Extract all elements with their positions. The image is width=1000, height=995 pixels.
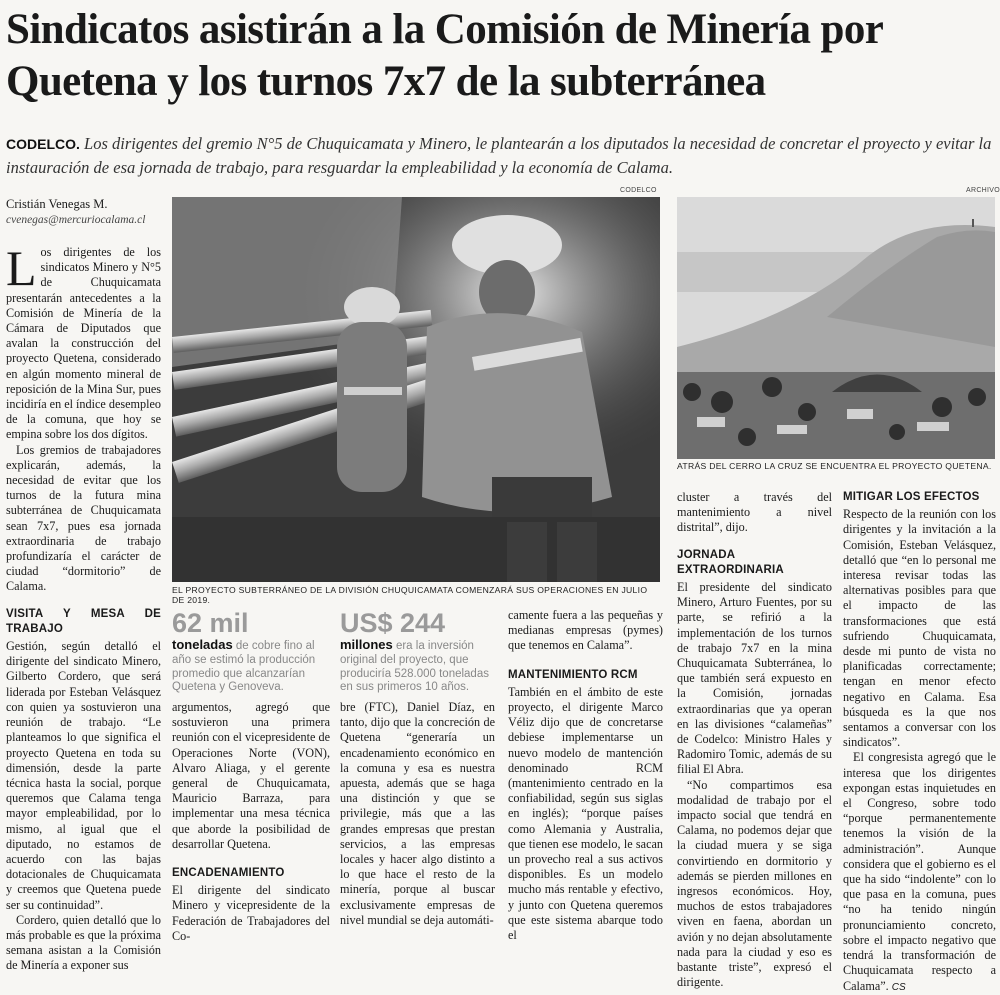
column-1-para-4: Cordero, quien detalló que lo más probable es que la próxima semana asistan a la Comisión de Minería a exponer sus <box>6 912 161 973</box>
subhead-mantenimiento: MANTENIMIENTO RCM <box>508 668 638 681</box>
stat-2-number: US$ 244 <box>340 608 446 638</box>
subhead-encadenamiento: ENCADENAMIENTO <box>172 867 285 880</box>
column-1-para-1: Los dirigentes de los sindicatos Minero y N°5 de Chuquicamata presentarán antecedentes a la Comisión de Minería de la Cámara de Diputados que avalan la construcción del proyecto Quetena, considerado en algún momento mineral de reposición de la Mina Sur, pues incidiría en el índice desempleo de la comuna, que hoy se empina sobre los dos dígitos. <box>6 240 161 442</box>
lead-paragraph <box>6 132 996 180</box>
stat-box-2 <box>340 608 495 695</box>
stat-1-number: 62 mil <box>172 608 249 638</box>
miners-photo <box>172 197 660 582</box>
column-4-para-1: camente fuera a las pequeñas y medianas empresas (pymes) que tenemos en Calama”. <box>508 608 663 653</box>
stat-2-text: millones era la inversión original del proyecto, que produciría 528.000 toneladas en sus primeros 10 años. <box>340 637 489 694</box>
byline <box>6 197 166 226</box>
subhead-mitigar: MITIGAR LOS EFECTOS <box>843 491 980 503</box>
column-6-para-2: El congresista agregó que le interesa que los dirigentes expongan estas inquietudes en el Congreso, sobre todo “porque permanentemente tenemos la visión de la administración”. Aunque considera que el gobierno es el que ha sido “indolente” con lo que pasa en la comuna, pues “no ha tenido ningún pronunciamiento concreto, sobre el impacto negativo que tendrá la transformación de Chuquicamata respecto a Calama”. CS <box>843 750 996 993</box>
drop-cap: L <box>6 240 37 296</box>
column-5 <box>677 490 832 990</box>
column-6-para-1: Respecto de la reunión con los dirigentes y la invitación a la Comisión, Esteban Velásquez, detalló que “en lo personal me interesa revisar todas las alternativas posibles para que el impacto de las transformaciones que está sufriendo Chuquicamata, desde mi punto de vista no planificadas correctamente; tengan en menor efecto negativo en Calama. Esa búsqueda es la que nos sentamos a conversar con los sindicatos”. <box>843 507 996 750</box>
end-mark: CS <box>891 981 906 993</box>
byline-author: Cristián Venegas M. <box>6 197 108 211</box>
hill-illustration <box>677 197 995 459</box>
column-3-para-1: bre (FTC), Daniel Díaz, en tanto, dijo que la concreción de Quetena “generaría un encadenamiento económico en la comuna y esa es nuestra apuesta, además que se haga una distinción y que se privilegie, más que a las grandes empresas que prestan servicios, a las empresas locales y hacer algo distinto a lo que hace el resto de la minería, porque al buscar exclusivamente empresas de nivel mundial se deja automáti- <box>340 700 495 927</box>
subhead-jornada: JORNADA EXTRAORDINARIA <box>677 548 784 576</box>
column-3 <box>340 700 495 940</box>
column-2 <box>172 700 330 943</box>
stat-1-text: toneladas de cobre fino al año se estimó la producción promedio que alcanzarían Quetena y Genoveva. <box>172 637 316 694</box>
column-5-para-2: El presidente del sindicato Minero, Arturo Fuentes, por su parte, se refirió a la implementación de los turnos de trabajo 7x7 en la mina Chuquicamata Subterránea, lo que también será expuesto en la Comisión, jornadas extraordinarias que ya operan en las divisiones “calameñas” de Codelco: Ministro Hales y Radomiro Tomic, además de su filial El Abra. <box>677 580 832 777</box>
subhead-visita: VISITA Y MESA DE TRABAJO <box>6 607 161 635</box>
column-4-para-2: También en el ámbito de este proyecto, el dirigente Marco Véliz dijo que de concretarse debiese implementarse un nuevo modelo de mantención denominado RCM (mantenimiento centrado en la confiabilidad, según sus siglas en inglés); “porque países como Alemania y Australia, que tienen ese modelo, le sacan un provecho real a sus activos disponibles. Es un modelo mucho más rentable y efectivo, y junto con Quetena queremos que este sistema abarque todo el <box>508 684 663 943</box>
column-5-para-1: cluster a través del mantenimiento a nivel distrital”, dijo. <box>677 490 832 535</box>
photo-1-credit: CODELCO <box>620 187 657 194</box>
column-1-para-2: Los gremios de trabajadores explicarán, además, la necesidad de evitar que los turnos de la futura mina subterránea de Chuquicamata sean 7x7, pues esa jornada extraordinaria de trabajo profundizaría el carácter de ciudad “dormitorio” de Calama. <box>6 442 161 594</box>
byline-email: cvenegas@mercuriocalama.cl <box>6 214 146 226</box>
lead-text: Los dirigentes del gremio N°5 de Chuquicamata y Minero, le plantearán a los diputados la necesidad de concretar el proyecto y evitar la instauración de esa jornada de trabajo, para resguardar la empleabilidad y la economía de Calama. <box>6 134 992 177</box>
headline: Sindicatos asistirán a la Comisión de Minería por Quetena y los turnos 7x7 de la subterránea <box>6 6 883 105</box>
photo-2-credit: ARCHIVO <box>966 187 1000 194</box>
cerro-la-cruz-photo <box>677 197 995 459</box>
miners-illustration <box>172 197 660 582</box>
stat-box-1 <box>172 608 332 695</box>
lead-kicker: CODELCO. <box>6 136 80 152</box>
column-1 <box>6 240 161 973</box>
column-4 <box>508 608 663 943</box>
column-5-para-3: “No compartimos esa modalidad de trabajo por el impacto social que tendrá en Calama, no podemos dejar que la ciudad muera y se siga convirtiendo en dormitorio y además se pierden millones en ingresos económicos. Hoy, muchos de estos trabajadores viven en faena, abordan un avión y no dejan absolutamente nada para la ciudad y eso es bastante triste”, expresó el dirigente. <box>677 777 832 990</box>
column-2-para-2: El dirigente del sindicato Minero y vicepresidente de la Federación de Trabajadores del Co- <box>172 883 330 943</box>
photo-2-caption: ATRÁS DEL CERRO LA CRUZ SE ENCUENTRA EL PROYECTO QUETENA. <box>677 461 992 471</box>
column-2-para-1: argumentos, agregó que sostuvieron una primera reunión con el vicepresidente de Operaciones Norte (VON), Alvaro Aliaga, y el gerente general de Chuquicamata, Mauricio Barraza, para implementar una mesa técnica que aborde la posibilidad de desarrollar Quetena. <box>172 700 330 851</box>
column-6 <box>843 490 996 993</box>
photo-1-caption: EL PROYECTO SUBTERRÁNEO DE LA DIVISIÓN CHUQUICAMATA COMENZARÁ SUS OPERACIONES EN JULIO DE 2019. <box>172 585 648 605</box>
column-1-para-3: Gestión, según detalló el dirigente del sindicato Minero, Gilberto Cordero, que será liderada por Esteban Velásquez con quien ya sostuvieron una reunión de trabajo. “Le planteamos lo que significa el proyecto Quetena en toda su dimensión, desde la parte técnica hasta la social, porque queremos que Calama tenga mayor empleabilidad, por lo mismo, al igual que el diputado, no estamos de acuerdo con las bajas dotacionales de Chuquicamata y creemos que Quetena puede ser su continuidad”. <box>6 639 161 912</box>
